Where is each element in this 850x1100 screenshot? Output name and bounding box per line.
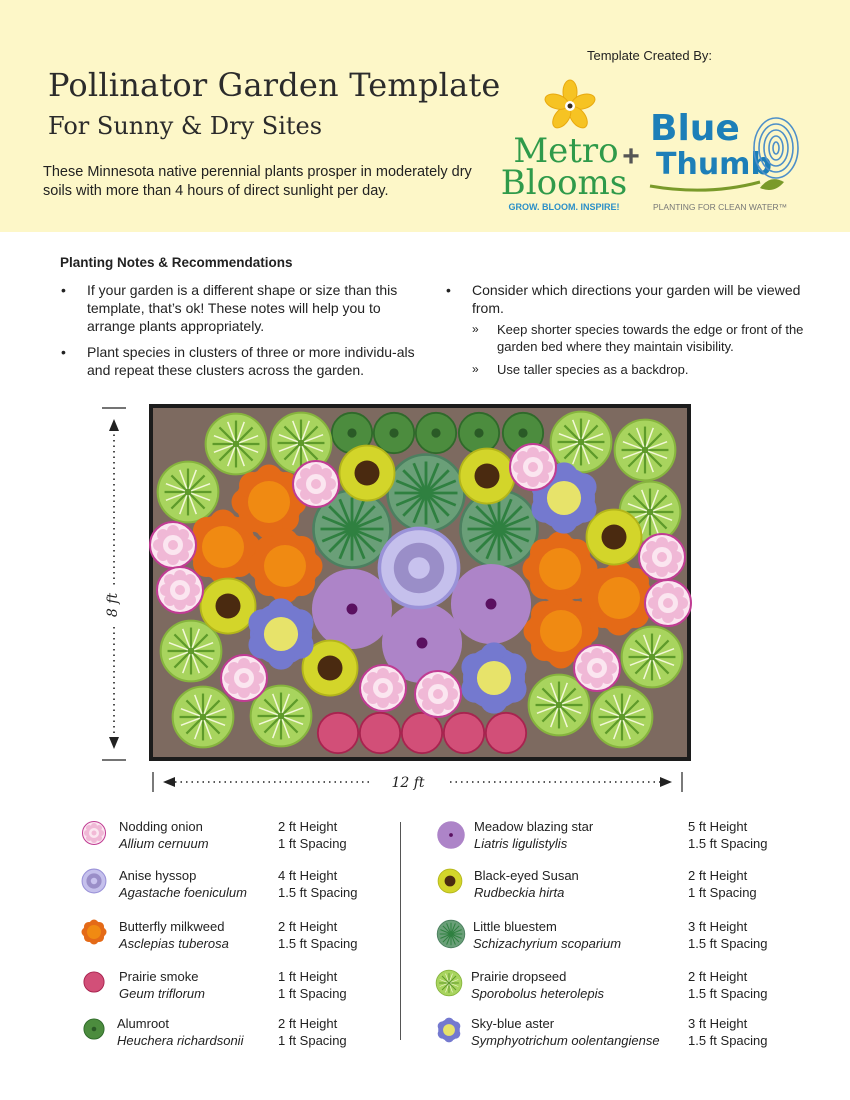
metro-blooms-tagline: GROW. BLOOM. INSPIRE! (508, 202, 620, 212)
butterfly-milkweed-icon (81, 919, 107, 945)
legend-size-meadow-blazing-star: 5 ft Height 1.5 ft Spacing (688, 819, 768, 851)
header-banner (0, 0, 850, 232)
prairie-dropseed-plant (161, 621, 222, 682)
legend-size-alumroot: 2 ft Height 1 ft Spacing (278, 1016, 347, 1048)
black-eyed-susan-plant (340, 446, 395, 501)
legend-item-prairie-smoke: Prairie smoke Geum triflorum (119, 969, 205, 1001)
credit-label: Template Created By: (587, 48, 713, 63)
logo-plus: + (622, 140, 640, 173)
height-dimension (102, 408, 126, 760)
nodding-onion-plant (293, 461, 339, 507)
alumroot-plant (459, 413, 499, 453)
little-bluestem-plant (461, 491, 538, 568)
nodding-onion-icon (82, 821, 106, 845)
legend-item-meadow-blazing-star: Meadow blazing star Liatris ligulistylis (474, 819, 594, 851)
black-eyed-susan-icon (437, 868, 463, 894)
height-dimension-label: 8 ft (105, 592, 121, 618)
nodding-onion-plant (645, 580, 691, 626)
prairie-smoke-plant (360, 713, 400, 753)
legend-size-prairie-dropseed: 2 ft Height 1.5 ft Spacing (688, 969, 768, 1001)
note-sub-item: » Use taller species as a backdrop. (472, 362, 689, 377)
anise-hyssop-plant (379, 528, 458, 607)
legend-item-butterfly-milkweed: Butterfly milkweed Asclepias tuberosa (119, 919, 229, 951)
page-title: Pollinator Garden Template (48, 66, 501, 104)
nodding-onion-plant (150, 522, 196, 568)
notes-right-list (446, 281, 811, 386)
nodding-onion-plant (221, 655, 267, 701)
notes-heading: Planting Notes & Recommendations (60, 255, 293, 270)
prairie-dropseed-plant (622, 627, 683, 688)
legend-size-black-eyed-susan: 2 ft Height 1 ft Spacing (688, 868, 757, 900)
sky-blue-aster-icon (435, 1016, 463, 1044)
alumroot-plant (374, 413, 414, 453)
little-bluestem-plant (388, 455, 465, 532)
nodding-onion-plant (510, 444, 556, 490)
metro-blooms-line2: Blooms (500, 163, 628, 203)
legend-divider (400, 822, 401, 1040)
legend-item-black-eyed-susan: Black-eyed Susan Rudbeckia hirta (474, 868, 579, 900)
alumroot-icon (83, 1018, 105, 1040)
nodding-onion-plant (574, 645, 620, 691)
blue-thumb-line1: Blue (650, 108, 740, 149)
width-dimension-label: 12 ft (391, 775, 425, 791)
legend-item-prairie-dropseed: Prairie dropseed Sporobolus heterolepis (471, 969, 604, 1001)
little-bluestem-icon (436, 919, 466, 949)
notes-left-list (61, 281, 426, 387)
legend-item-nodding-onion: Nodding onion Allium cernuum (119, 819, 209, 851)
blue-thumb-swoosh (650, 182, 760, 190)
legend-size-anise-hyssop: 4 ft Height 1.5 ft Spacing (278, 868, 358, 900)
metro-blooms-flower-icon (543, 80, 597, 131)
nodding-onion-plant (415, 671, 461, 717)
intro-text: These Minnesota native perennial plants prosper in moderately dry soils with more than 4 hours of direct sunlight per day. (43, 164, 472, 199)
note-sub-item: » Keep shorter species towards the edge or front of the garden bed where they maintain visibility. (472, 322, 804, 354)
legend-size-nodding-onion: 2 ft Height 1 ft Spacing (278, 819, 347, 851)
legend-item-anise-hyssop: Anise hyssop Agastache foeniculum (119, 868, 247, 900)
note-item: • If your garden is a different shape or size than this template, that’s ok! These notes will help you to arrange plants appropriately. (61, 282, 398, 334)
legend-item-little-bluestem: Little bluestem Schizachyrium scoparium (473, 919, 622, 951)
prairie-dropseed-plant (206, 414, 267, 475)
black-eyed-susan-plant (201, 579, 256, 634)
black-eyed-susan-plant (587, 510, 642, 565)
anise-hyssop-icon (81, 868, 107, 894)
legend-item-sky-blue-aster: Sky-blue aster Symphyotrichum oolentangiense (471, 1016, 660, 1048)
prairie-smoke-cluster (318, 713, 526, 753)
blue-thumb-line2: Thumb (656, 147, 772, 182)
prairie-dropseed-icon (435, 969, 463, 997)
prairie-smoke-plant (402, 713, 442, 753)
nodding-onion-plant (360, 665, 406, 711)
prairie-dropseed-plant (173, 687, 234, 748)
legend-size-butterfly-milkweed: 2 ft Height 1.5 ft Spacing (278, 919, 358, 951)
meadow-blazing-star-plant (451, 564, 531, 644)
nodding-onion-plant (639, 534, 685, 580)
prairie-dropseed-plant (592, 687, 653, 748)
garden-diagram (95, 395, 705, 805)
black-eyed-susan-plant (460, 449, 515, 504)
note-item: • Consider which directions your garden will be viewed from. » Keep shorter species towards the edge or front of the garden bed where they maintain visibility. » Use taller species as a backdrop. (446, 281, 811, 378)
nodding-onion-plant (157, 567, 203, 613)
legend-size-sky-blue-aster: 3 ft Height 1.5 ft Spacing (688, 1016, 768, 1048)
legend-item-alumroot: Alumroot Heuchera richardsonii (117, 1016, 244, 1048)
legend-size-little-bluestem: 3 ft Height 1.5 ft Spacing (688, 919, 768, 951)
blue-thumb-tagline: PLANTING FOR CLEAN WATER™ (653, 202, 788, 212)
legend-size-prairie-smoke: 1 ft Height 1 ft Spacing (278, 969, 347, 1001)
alumroot-plant (416, 413, 456, 453)
partner-logos (498, 74, 818, 224)
prairie-smoke-plant (444, 713, 484, 753)
prairie-smoke-icon (83, 971, 105, 993)
notes-sub-list (472, 321, 811, 378)
meadow-blazing-star-icon (436, 820, 466, 850)
prairie-smoke-plant (318, 713, 358, 753)
page-subtitle: For Sunny & Dry Sites (48, 112, 323, 140)
prairie-dropseed-plant (615, 420, 676, 481)
note-item: • Plant species in clusters of three or more individu-als and repeat these clusters across the garden. (61, 344, 415, 378)
prairie-smoke-plant (486, 713, 526, 753)
metro-blooms-line1: Metro (513, 131, 619, 171)
prairie-dropseed-plant (158, 462, 219, 523)
